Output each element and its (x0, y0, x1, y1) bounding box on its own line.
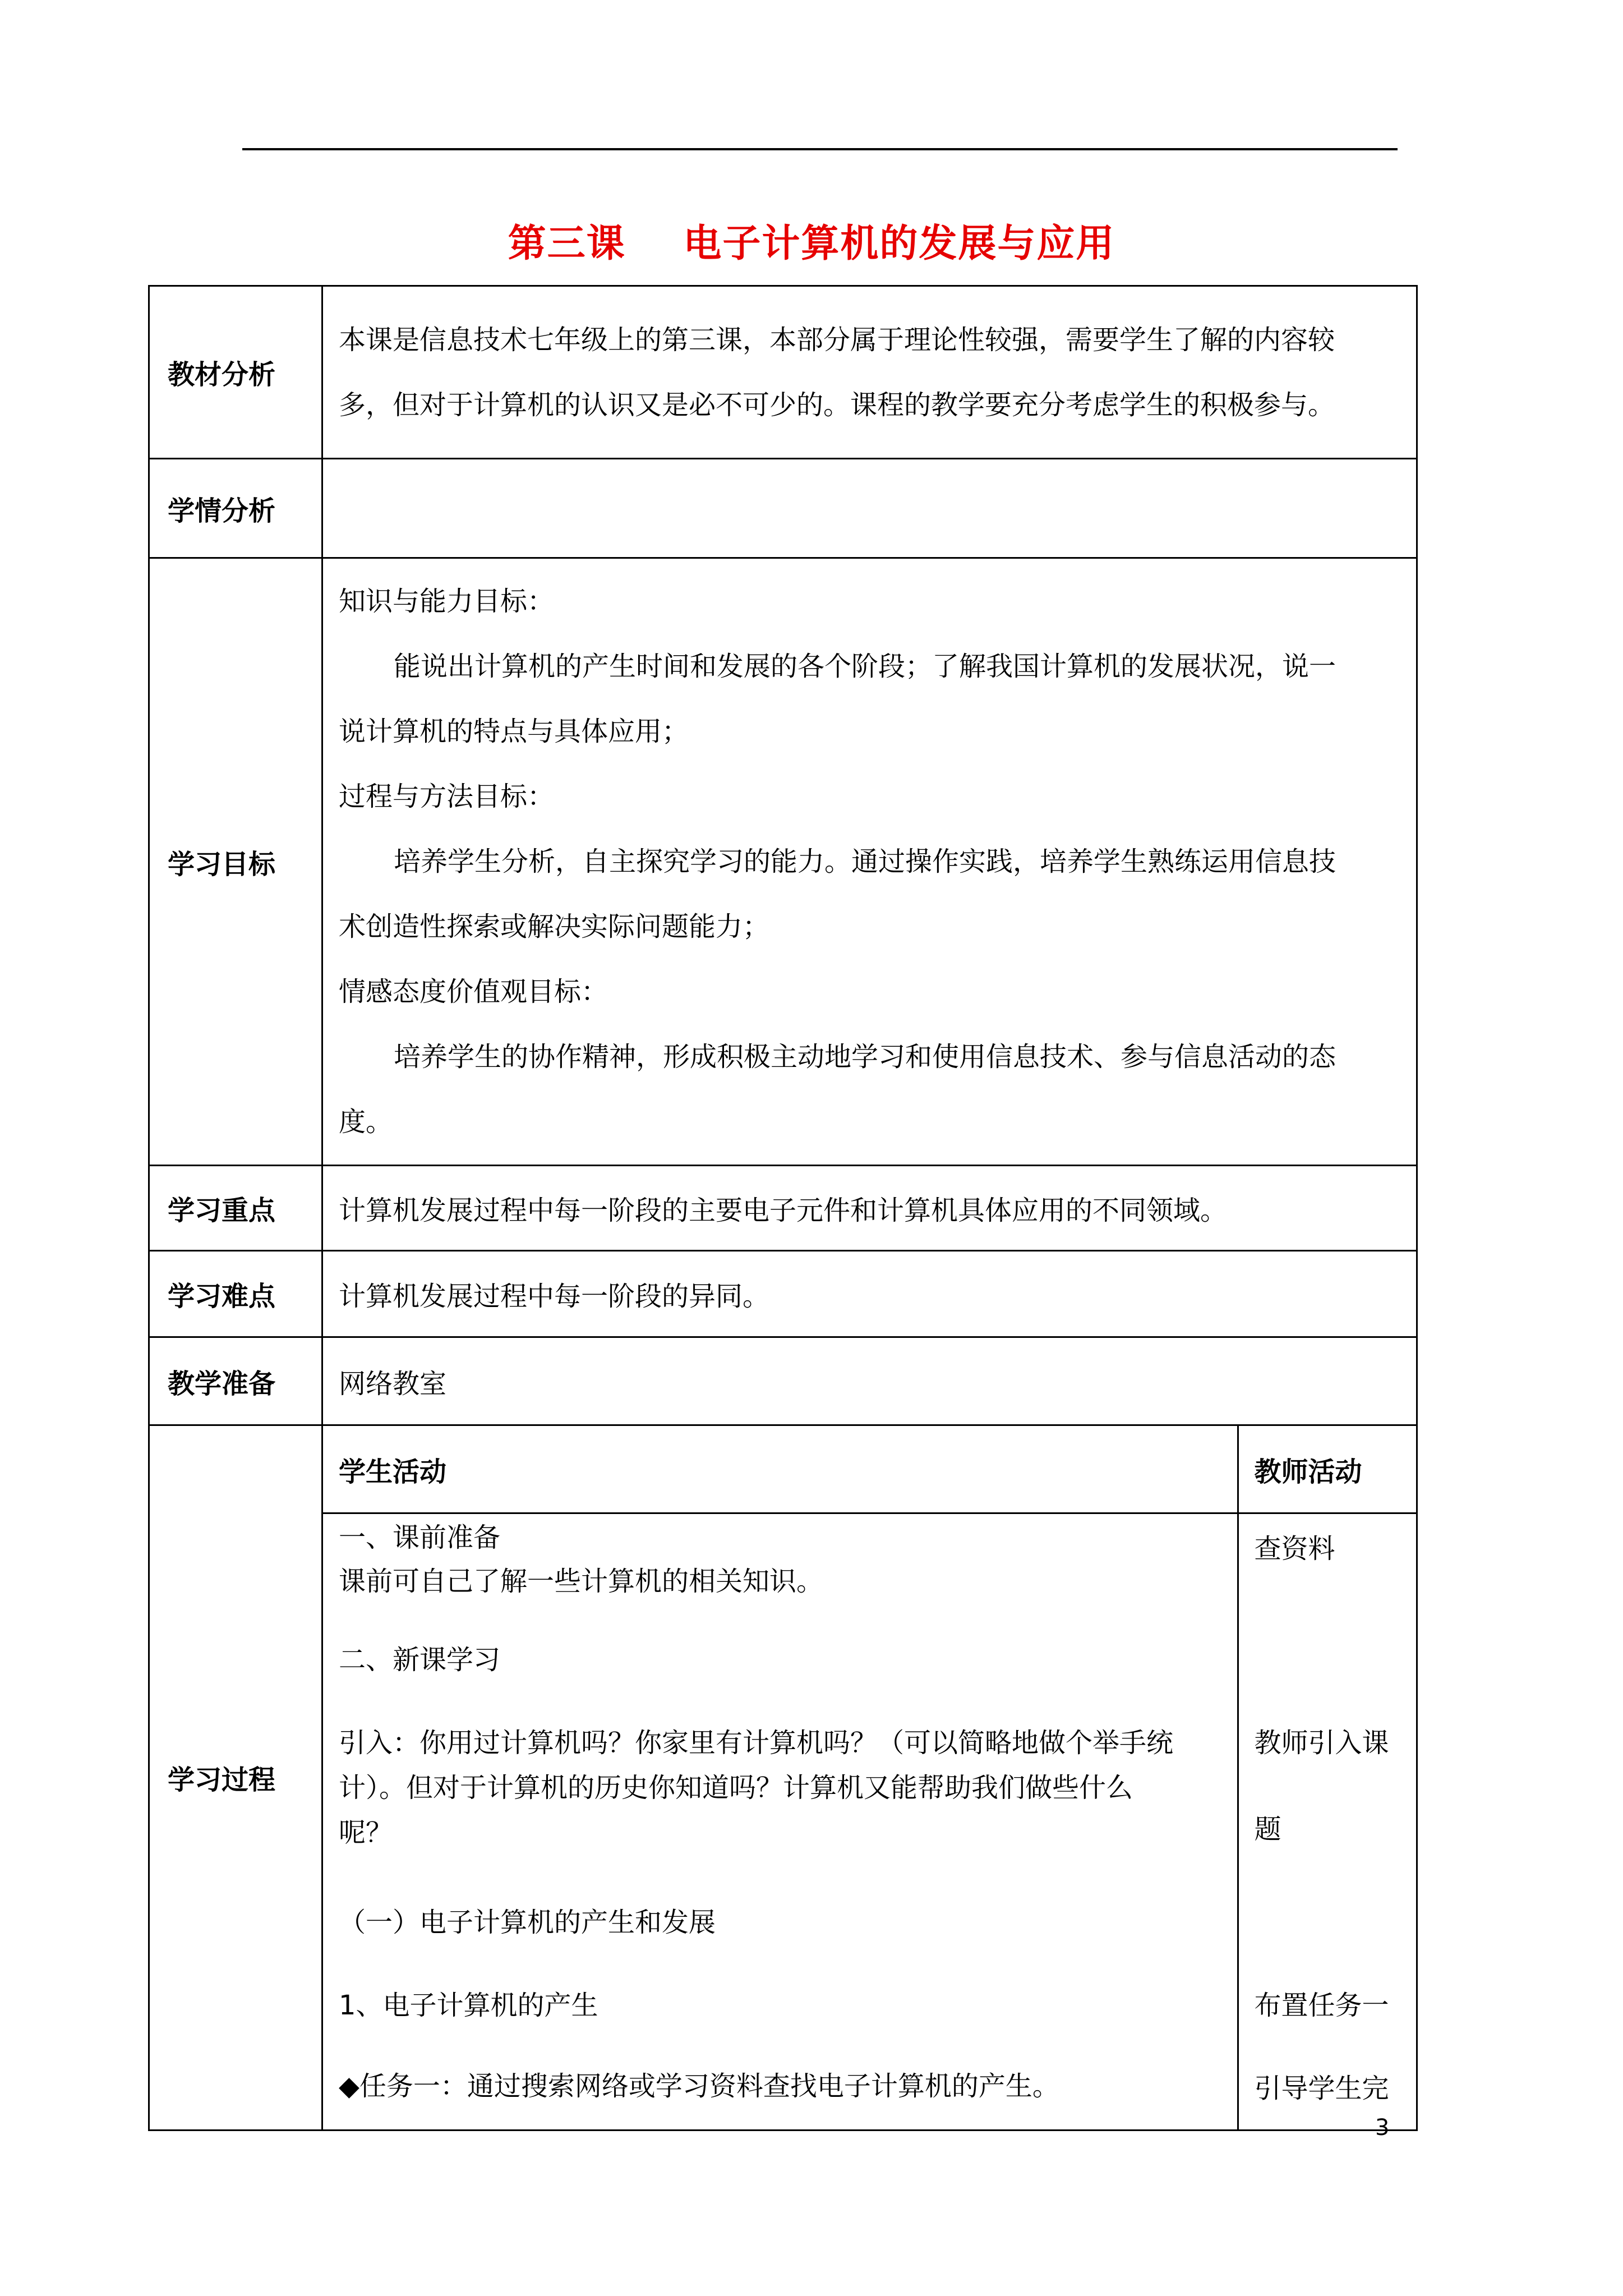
row-label: 学情分析 (149, 459, 322, 558)
text-line: 教师引入课 (1254, 1727, 1389, 1759)
lesson-plan-table (148, 285, 1418, 2131)
page-number: 3 (1375, 2115, 1390, 2141)
row-content: 计算机发展过程中每一阶段的主要电子元件和计算机具体应用的不同领域。 (322, 1166, 1417, 1251)
text-line: 度。 (339, 1106, 393, 1138)
activities-header-row (323, 1426, 1416, 1513)
row-material-analysis (149, 286, 1417, 459)
row-preparation (149, 1337, 1417, 1425)
header-rule (242, 148, 1398, 150)
teacher-activity-header: 教师活动 (1238, 1426, 1416, 1513)
row-label: 学习过程 (149, 1425, 322, 2131)
row-learning-objectives (149, 558, 1417, 1166)
teacher-activity-content (1238, 1513, 1416, 2129)
text-line: 多，但对于计算机的认识又是必不可少的。课程的教学要充分考虑学生的积极参与。 (339, 389, 1335, 421)
text-line: 过程与方法目标： (339, 781, 555, 812)
text-line: 计）。但对于计算机的历史你知道吗？计算机又能帮助我们做些什么 (339, 1772, 1133, 1803)
text-line: 培养学生的协作精神，形成积极主动地学习和使用信息技术、参与信息活动的态 (394, 1041, 1336, 1073)
text-line: 术创造性探索或解决实际问题能力； (339, 911, 770, 942)
text-line: 布置任务一 (1254, 1990, 1389, 2021)
text-line: 情感态度价值观目标： (339, 976, 608, 1007)
row-learner-analysis (149, 459, 1417, 558)
text-line: 能说出计算机的产生时间和发展的各个阶段；了解我国计算机的发展状况，说一 (394, 651, 1336, 682)
row-key-points (149, 1166, 1417, 1251)
row-content (322, 558, 1417, 1166)
text-line: 引入：你用过计算机吗？你家里有计算机吗？（可以简略地做个举手统 (339, 1727, 1174, 1759)
text-line: 课前可自己了解一些计算机的相关知识。 (339, 1566, 824, 1597)
text-line: 本课是信息技术七年级上的第三课，本部分属于理论性较强，需要学生了解的内容较 (339, 324, 1335, 356)
row-content: 计算机发展过程中每一阶段的异同。 (322, 1251, 1417, 1337)
student-activity-content (323, 1513, 1238, 2129)
text-line: 引导学生完 (1254, 2073, 1389, 2104)
process-cell (322, 1425, 1417, 2131)
text-line: 培养学生分析，自主探究学习的能力。通过操作实践，培养学生熟练运用信息技 (394, 846, 1336, 877)
row-label: 教材分析 (149, 286, 322, 459)
student-activity-header: 学生活动 (323, 1426, 1238, 1513)
text-line: ◆任务一：通过搜索网络或学习资料查找电子计算机的产生。 (339, 2070, 1059, 2102)
text-line: （一）电子计算机的产生和发展 (339, 1907, 716, 1938)
process-activities-table (323, 1426, 1416, 2129)
text-line: 说计算机的特点与具体应用； (339, 716, 689, 747)
text-line: 一、课前准备 (339, 1522, 501, 1553)
text-line: 1、电子计算机的产生 (339, 1990, 598, 2021)
text-line: 知识与能力目标： (339, 586, 555, 617)
text-line: 呢？ (339, 1817, 393, 1848)
row-content (322, 459, 1417, 558)
document-title: 第三课 电子计算机的发展与应用 (508, 222, 1115, 266)
row-label: 学习难点 (149, 1251, 322, 1337)
text-line: 题 (1254, 1814, 1281, 1845)
row-label: 学习目标 (149, 558, 322, 1166)
row-content: 网络教室 (322, 1337, 1417, 1425)
row-difficulties (149, 1251, 1417, 1337)
row-content (322, 286, 1417, 459)
activities-body-row (323, 1513, 1416, 2129)
row-label: 学习重点 (149, 1166, 322, 1251)
row-label: 教学准备 (149, 1337, 322, 1425)
row-learning-process (149, 1425, 1417, 2131)
text-line: 查资料 (1254, 1533, 1335, 1565)
text-line: 二、新课学习 (339, 1644, 501, 1676)
